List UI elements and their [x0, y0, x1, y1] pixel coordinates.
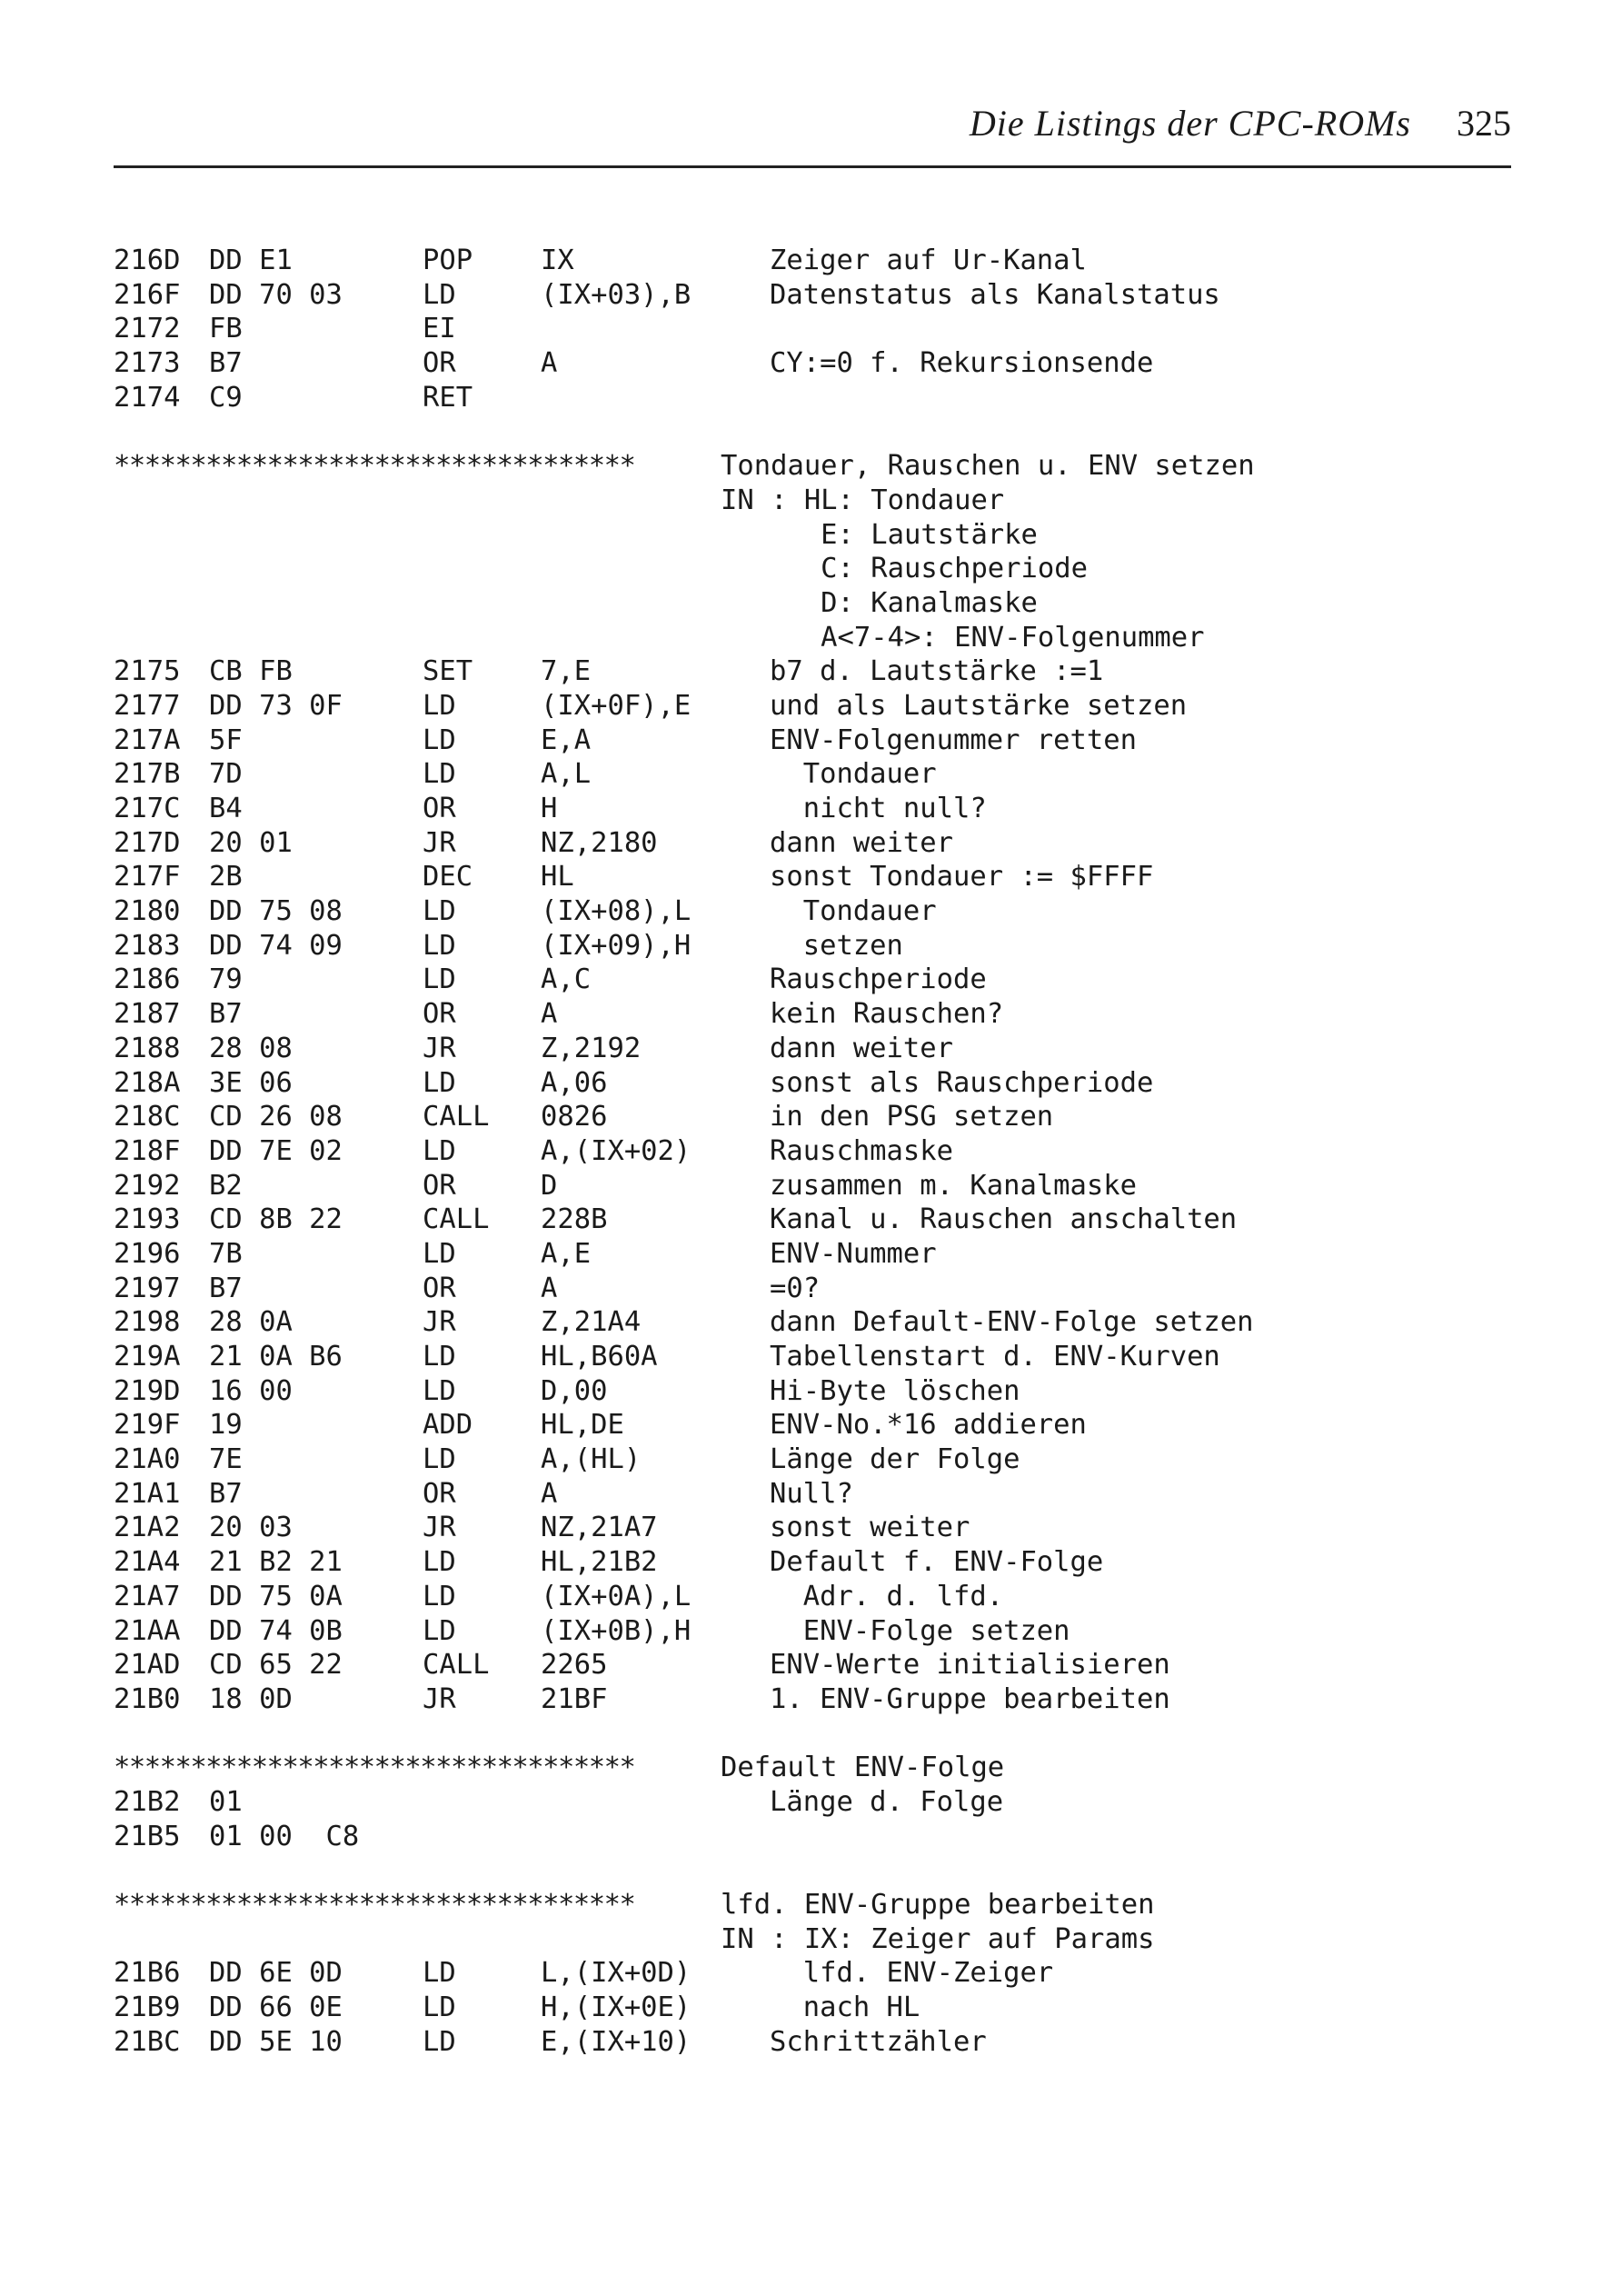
- address: 217B: [114, 758, 181, 791]
- code-line: [114, 1580, 1531, 1614]
- comment: =0?: [770, 1272, 821, 1304]
- section-separator: [114, 1888, 1531, 1922]
- comment: 1. ENV-Gruppe bearbeiten: [770, 1682, 1170, 1715]
- opcode-bytes: 7B: [209, 1237, 243, 1270]
- mnemonic: JR: [423, 1512, 456, 1544]
- address: 21B6: [114, 1957, 181, 1990]
- operand: A: [541, 1272, 558, 1304]
- mnemonic: JR: [423, 1682, 456, 1715]
- comment: sonst als Rauschperiode: [770, 1066, 1154, 1099]
- address: 2192: [114, 1169, 181, 1202]
- code-line: [114, 2025, 1531, 2060]
- mnemonic: OR: [423, 1272, 456, 1304]
- separator-stars: **********************************: [114, 1889, 635, 1921]
- opcode-bytes: CD 26 08: [209, 1101, 343, 1133]
- running-title: Die Listings der CPC-ROMs: [969, 103, 1411, 144]
- address: 219F: [114, 1409, 181, 1442]
- code-line: [114, 997, 1531, 1032]
- code-line: [114, 1545, 1531, 1580]
- section-note: [114, 586, 1531, 621]
- opcode-bytes: B7: [209, 1272, 243, 1304]
- opcode-bytes: 16 00: [209, 1374, 293, 1407]
- code-line: [114, 1374, 1531, 1409]
- address: 2196: [114, 1237, 181, 1270]
- mnemonic: ADD: [423, 1409, 473, 1442]
- operand: A,(IX+02): [541, 1134, 692, 1167]
- opcode-bytes: DD 73 0F: [209, 689, 343, 722]
- code-line: [114, 1511, 1531, 1545]
- address: 218A: [114, 1066, 181, 1099]
- address: 219A: [114, 1341, 181, 1373]
- code-line: [114, 381, 1531, 415]
- code-line: [114, 792, 1531, 826]
- comment: sonst Tondauer := $FFFF: [770, 861, 1154, 893]
- comment: Rauschmaske: [770, 1134, 953, 1167]
- opcode-bytes: 18 0D: [209, 1682, 293, 1715]
- operand: D: [541, 1169, 558, 1202]
- operand: A: [541, 998, 558, 1031]
- opcode-bytes: DD 74 09: [209, 929, 343, 962]
- mnemonic: LD: [423, 689, 456, 722]
- code-line: [114, 963, 1531, 997]
- code-line: [114, 654, 1531, 689]
- operand: A,E: [541, 1237, 592, 1270]
- opcode-bytes: B7: [209, 347, 243, 380]
- opcode-bytes: DD 70 03: [209, 278, 343, 311]
- operand: NZ,2180: [541, 826, 658, 859]
- operand: A: [541, 1477, 558, 1510]
- address: 218F: [114, 1134, 181, 1167]
- operand: (IX+08),L: [541, 895, 692, 928]
- operand: A,(HL): [541, 1443, 642, 1476]
- operand: A,L: [541, 758, 592, 791]
- opcode-bytes: 7D: [209, 758, 243, 791]
- operand: HL,21B2: [541, 1546, 658, 1579]
- address: 21A0: [114, 1443, 181, 1476]
- code-line: [114, 1305, 1531, 1340]
- code-line: [114, 1100, 1531, 1134]
- code-line: [114, 1477, 1531, 1512]
- comment: zusammen m. Kanalmaske: [770, 1169, 1137, 1202]
- opcode-bytes: DD 74 0B: [209, 1614, 343, 1647]
- code-line: [114, 346, 1531, 381]
- address: 21B2: [114, 1785, 181, 1818]
- address: 21B5: [114, 1820, 181, 1852]
- mnemonic: LD: [423, 1443, 456, 1476]
- opcode-bytes: DD 6E 0D: [209, 1957, 343, 1990]
- section-note: [114, 552, 1531, 586]
- comment: CY:=0 f. Rekursionsende: [770, 347, 1154, 380]
- address: 217C: [114, 793, 181, 824]
- section-title: Tondauer, Rauschen u. ENV setzen: [721, 450, 1255, 483]
- opcode-bytes: DD 75 0A: [209, 1580, 343, 1612]
- opcode-bytes: 28 0A: [209, 1306, 293, 1339]
- comment: dann weiter: [770, 1032, 953, 1064]
- operand: 21BF: [541, 1682, 608, 1715]
- section-separator: [114, 1751, 1531, 1785]
- code-line: [114, 894, 1531, 929]
- opcode-bytes: 2B: [209, 861, 243, 893]
- section-note-text: C: Rauschperiode: [721, 553, 1088, 585]
- address: 2187: [114, 998, 181, 1031]
- opcode-bytes: CD 8B 22: [209, 1203, 343, 1236]
- comment: Tondauer: [770, 895, 937, 928]
- address: 2174: [114, 381, 181, 414]
- code-line: [114, 1820, 1531, 1854]
- code-line: [114, 1203, 1531, 1237]
- mnemonic: LD: [423, 1580, 456, 1612]
- comment: Default f. ENV-Folge: [770, 1546, 1104, 1579]
- operand: 0826: [541, 1101, 608, 1133]
- comment: Länge d. Folge: [770, 1785, 1004, 1818]
- comment: dann Default-ENV-Folge setzen: [770, 1306, 1254, 1339]
- code-line: [114, 860, 1531, 894]
- opcode-bytes: 01 00 C8: [209, 1820, 360, 1852]
- operand: Z,2192: [541, 1032, 642, 1064]
- blank-line: [114, 414, 1531, 449]
- operand: A,06: [541, 1066, 608, 1099]
- address: 2188: [114, 1032, 181, 1064]
- address: 21AA: [114, 1614, 181, 1647]
- separator-stars: **********************************: [114, 450, 635, 483]
- comment: kein Rauschen?: [770, 998, 1004, 1031]
- code-line: [114, 1956, 1531, 1991]
- mnemonic: LD: [423, 1992, 456, 2024]
- mnemonic: SET: [423, 655, 473, 688]
- opcode-bytes: DD 5E 10: [209, 2025, 343, 2058]
- operand: (IX+0F),E: [541, 689, 692, 722]
- operand: HL,B60A: [541, 1341, 658, 1373]
- comment: Zeiger auf Ur-Kanal: [770, 245, 1087, 276]
- opcode-bytes: 7E: [209, 1443, 243, 1476]
- comment: Tondauer: [770, 758, 937, 791]
- operand: E,(IX+10): [541, 2025, 692, 2058]
- comment: ENV-Folge setzen: [770, 1614, 1070, 1647]
- code-line: [114, 244, 1531, 278]
- comment: Hi-Byte löschen: [770, 1374, 1020, 1407]
- mnemonic: OR: [423, 1477, 456, 1510]
- comment: nicht null?: [770, 793, 987, 824]
- address: 217A: [114, 724, 181, 756]
- comment: setzen: [770, 929, 903, 962]
- code-line: [114, 1237, 1531, 1272]
- mnemonic: RET: [423, 381, 473, 414]
- mnemonic: POP: [423, 245, 473, 276]
- mnemonic: LD: [423, 1341, 456, 1373]
- code-line: [114, 757, 1531, 792]
- section-note: [114, 621, 1531, 655]
- mnemonic: EI: [423, 313, 456, 345]
- section-note: [114, 518, 1531, 553]
- code-line: [114, 1169, 1531, 1203]
- address: 21B9: [114, 1992, 181, 2024]
- section-note: [114, 1922, 1531, 1957]
- code-line: [114, 1032, 1531, 1066]
- operand: HL: [541, 861, 574, 893]
- operand: L,(IX+0D): [541, 1957, 692, 1990]
- address: 2186: [114, 963, 181, 996]
- section-note-text: IN : IX: Zeiger auf Params: [721, 1922, 1155, 1955]
- code-line: [114, 826, 1531, 861]
- operand: H,(IX+0E): [541, 1992, 692, 2024]
- opcode-bytes: 21 B2 21: [209, 1546, 343, 1579]
- mnemonic: LD: [423, 929, 456, 962]
- code-line: [114, 1785, 1531, 1820]
- code-line: [114, 929, 1531, 963]
- address: 2198: [114, 1306, 181, 1339]
- opcode-bytes: 01: [209, 1785, 243, 1818]
- address: 21BC: [114, 2025, 181, 2058]
- opcode-bytes: FB: [209, 313, 243, 345]
- opcode-bytes: 20 01: [209, 826, 293, 859]
- code-line: [114, 1614, 1531, 1649]
- opcode-bytes: 19: [209, 1409, 243, 1442]
- code-line: [114, 1066, 1531, 1101]
- comment: ENV-No.*16 addieren: [770, 1409, 1087, 1442]
- comment: lfd. ENV-Zeiger: [770, 1957, 1054, 1990]
- mnemonic: OR: [423, 347, 456, 380]
- code-line: [114, 689, 1531, 724]
- comment: und als Lautstärke setzen: [770, 689, 1188, 722]
- mnemonic: CALL: [423, 1101, 490, 1133]
- mnemonic: JR: [423, 826, 456, 859]
- opcode-bytes: CB FB: [209, 655, 293, 688]
- page-number: 325: [1457, 103, 1511, 144]
- opcode-bytes: DD 75 08: [209, 895, 343, 928]
- opcode-bytes: 3E 06: [209, 1066, 293, 1099]
- opcode-bytes: DD 7E 02: [209, 1134, 343, 1167]
- comment: ENV-Folgenummer retten: [770, 724, 1137, 756]
- code-line: [114, 1648, 1531, 1682]
- mnemonic: OR: [423, 1169, 456, 1202]
- comment: Tabellenstart d. ENV-Kurven: [770, 1341, 1220, 1373]
- address: 217F: [114, 861, 181, 893]
- code-line: [114, 312, 1531, 346]
- comment: Null?: [770, 1477, 853, 1510]
- operand: (IX+03),B: [541, 278, 692, 311]
- address: 216D: [114, 245, 181, 276]
- mnemonic: LD: [423, 1957, 456, 1990]
- code-line: [114, 724, 1531, 758]
- section-note-text: D: Kanalmaske: [721, 586, 1038, 619]
- operand: A,C: [541, 963, 592, 996]
- comment: sonst weiter: [770, 1512, 970, 1544]
- opcode-bytes: CD 65 22: [209, 1649, 343, 1682]
- comment: ENV-Werte initialisieren: [770, 1649, 1170, 1682]
- header-rule: [114, 165, 1511, 168]
- operand: HL,DE: [541, 1409, 624, 1442]
- opcode-bytes: 79: [209, 963, 243, 996]
- operand: 2265: [541, 1649, 608, 1682]
- code-line: [114, 1991, 1531, 2025]
- code-line: [114, 1408, 1531, 1442]
- section-note-text: A<7-4>: ENV-Folgenummer: [721, 621, 1205, 654]
- address: 216F: [114, 278, 181, 311]
- address: 2197: [114, 1272, 181, 1304]
- operand: (IX+0B),H: [541, 1614, 692, 1647]
- section-separator: [114, 449, 1531, 484]
- address: 2177: [114, 689, 181, 722]
- opcode-bytes: B2: [209, 1169, 243, 1202]
- mnemonic: OR: [423, 998, 456, 1031]
- comment: Datenstatus als Kanalstatus: [770, 278, 1220, 311]
- address: 2175: [114, 655, 181, 688]
- mnemonic: LD: [423, 724, 456, 756]
- comment: Länge der Folge: [770, 1443, 1020, 1476]
- mnemonic: LD: [423, 2025, 456, 2058]
- operand: D,00: [541, 1374, 608, 1407]
- mnemonic: CALL: [423, 1203, 490, 1236]
- comment: Rauschperiode: [770, 963, 987, 996]
- code-line: [114, 1340, 1531, 1374]
- section-note-text: IN : HL: Tondauer: [721, 484, 1005, 516]
- mnemonic: LD: [423, 1374, 456, 1407]
- operand: (IX+09),H: [541, 929, 692, 962]
- opcode-bytes: C9: [209, 381, 243, 414]
- code-line: [114, 1134, 1531, 1169]
- address: 2172: [114, 313, 181, 345]
- comment: Schrittzähler: [770, 2025, 987, 2058]
- operand: A: [541, 347, 558, 380]
- operand: (IX+0A),L: [541, 1580, 692, 1612]
- code-line: [114, 1272, 1531, 1306]
- address: 219D: [114, 1374, 181, 1407]
- comment: nach HL: [770, 1992, 920, 2024]
- address: 2180: [114, 895, 181, 928]
- blank-line: [114, 1717, 1531, 1752]
- opcode-bytes: B7: [209, 998, 243, 1031]
- address: 21AD: [114, 1649, 181, 1682]
- comment: b7 d. Lautstärke :=1: [770, 655, 1104, 688]
- blank-line: [114, 1853, 1531, 1888]
- comment: ENV-Nummer: [770, 1237, 937, 1270]
- mnemonic: LD: [423, 758, 456, 791]
- mnemonic: OR: [423, 793, 456, 824]
- address: 2183: [114, 929, 181, 962]
- address: 2173: [114, 347, 181, 380]
- operand: Z,21A4: [541, 1306, 642, 1339]
- page-header: [114, 102, 1511, 167]
- operand: NZ,21A7: [541, 1512, 658, 1544]
- address: 218C: [114, 1101, 181, 1133]
- operand: 228B: [541, 1203, 608, 1236]
- section-title: Default ENV-Folge: [721, 1752, 1005, 1784]
- comment: Kanal u. Rauschen anschalten: [770, 1203, 1238, 1236]
- address: 2193: [114, 1203, 181, 1236]
- mnemonic: DEC: [423, 861, 473, 893]
- mnemonic: LD: [423, 1546, 456, 1579]
- section-title: lfd. ENV-Gruppe bearbeiten: [721, 1889, 1155, 1921]
- operand: H: [541, 793, 558, 824]
- comment: in den PSG setzen: [770, 1101, 1054, 1133]
- operand: IX: [541, 245, 574, 276]
- mnemonic: LD: [423, 1614, 456, 1647]
- opcode-bytes: 5F: [209, 724, 243, 756]
- mnemonic: LD: [423, 895, 456, 928]
- code-line: [114, 1682, 1531, 1717]
- mnemonic: CALL: [423, 1649, 490, 1682]
- mnemonic: LD: [423, 963, 456, 996]
- separator-stars: **********************************: [114, 1752, 635, 1784]
- comment: Adr. d. lfd.: [770, 1580, 1004, 1612]
- opcode-bytes: B7: [209, 1477, 243, 1510]
- operand: E,A: [541, 724, 592, 756]
- address: 21A4: [114, 1546, 181, 1579]
- section-note-text: E: Lautstärke: [721, 518, 1038, 551]
- mnemonic: LD: [423, 1134, 456, 1167]
- mnemonic: LD: [423, 1237, 456, 1270]
- operand: 7,E: [541, 655, 592, 688]
- opcode-bytes: B4: [209, 793, 243, 824]
- opcode-bytes: 20 03: [209, 1512, 293, 1544]
- opcode-bytes: DD E1: [209, 245, 293, 276]
- assembly-listing: [114, 244, 1531, 2059]
- mnemonic: LD: [423, 1066, 456, 1099]
- opcode-bytes: DD 66 0E: [209, 1992, 343, 2024]
- mnemonic: JR: [423, 1306, 456, 1339]
- address: 21B0: [114, 1682, 181, 1715]
- comment: dann weiter: [770, 826, 953, 859]
- mnemonic: LD: [423, 278, 456, 311]
- address: 217D: [114, 826, 181, 859]
- mnemonic: JR: [423, 1032, 456, 1064]
- address: 21A2: [114, 1512, 181, 1544]
- code-line: [114, 278, 1531, 313]
- opcode-bytes: 28 08: [209, 1032, 293, 1064]
- opcode-bytes: 21 0A B6: [209, 1341, 343, 1373]
- address: 21A1: [114, 1477, 181, 1510]
- code-line: [114, 1442, 1531, 1477]
- section-note: [114, 484, 1531, 518]
- address: 21A7: [114, 1580, 181, 1612]
